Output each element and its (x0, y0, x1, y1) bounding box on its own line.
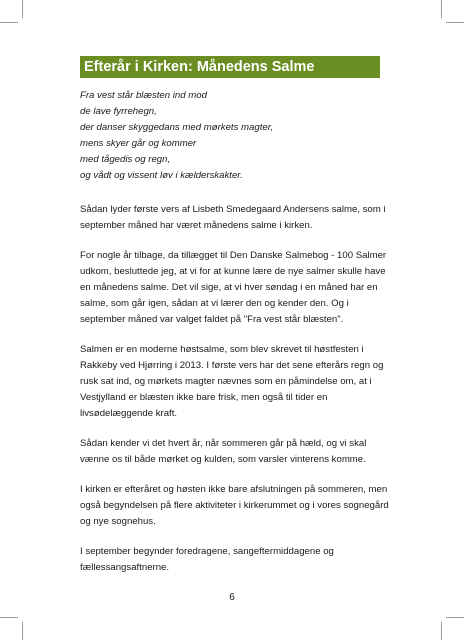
poem-verse (80, 88, 392, 184)
crop-mark-top-left-h (0, 22, 18, 23)
poem-line: der danser skyggedans med mørkets magter, (80, 122, 274, 133)
crop-mark-bottom-left-h (0, 617, 18, 618)
crop-mark-bottom-right-h (446, 617, 464, 618)
paragraph: I september begynder foredragene, sangeftermiddagene og fællessangsaftnerne. (80, 546, 334, 573)
poem-line: og vådt og vissent løv i kælderskakter. (80, 170, 243, 181)
crop-mark-top-right-h (446, 22, 464, 23)
paragraph: I kirken er efteråret og høsten ikke bare afslutningen på sommeren, men også begyndelsen på flere aktiviteter i kirkerummet og i vores sognegård og nye sognehus. (80, 484, 389, 527)
paragraph: Sådan lyder første vers af Lisbeth Smedegaard Andersens salme, som i september måned har været månedens salme i kirken. (80, 204, 386, 231)
poem-line: Fra vest står blæsten ind mod (80, 90, 207, 101)
crop-mark-top-right-v (441, 0, 442, 18)
poem-line: mens skyer går og kommer (80, 138, 197, 149)
poem-line: med tågedis og regn, (80, 154, 171, 165)
article-body (80, 88, 392, 590)
page-number: 6 (229, 592, 235, 603)
crop-mark-top-left-v (22, 0, 23, 18)
crop-mark-bottom-right-v (441, 622, 442, 640)
paragraph: Salmen er en moderne høstsalme, som blev skrevet til høstfesten i Rakkeby ved Hjørring i 2013. I første vers har det sene efterårs regn og rusk sat ind, og mørkets magter nævnes som en påmindelse om, at i Vestjylland er blæsten ikke bare frisk, men også til tider en livsødelæggende kraft. (80, 344, 384, 419)
crop-mark-bottom-left-v (22, 622, 23, 640)
paragraph: For nogle år tilbage, da tillægget til Den Danske Salmebog - 100 Salmer udkom, besluttede jeg, at vi for at kunne lære de nye salmer skulle have en månedens salme. Det vil sige, at vi hver søndag i en måned har en salme, som går igen, sådan at vi lærer den og kender den. Og i september måned var valget faldet på "Fra vest står blæsten". (80, 250, 387, 325)
poem-line: de lave fyrrehegn, (80, 106, 157, 117)
paragraph: Sådan kender vi det hvert år, når sommeren går på hæld, og vi skal vænne os til både mørket og kulden, som varsler vinterens komme. (80, 438, 367, 465)
article-title: Efterår i Kirken: Månedens Salme (80, 56, 380, 78)
